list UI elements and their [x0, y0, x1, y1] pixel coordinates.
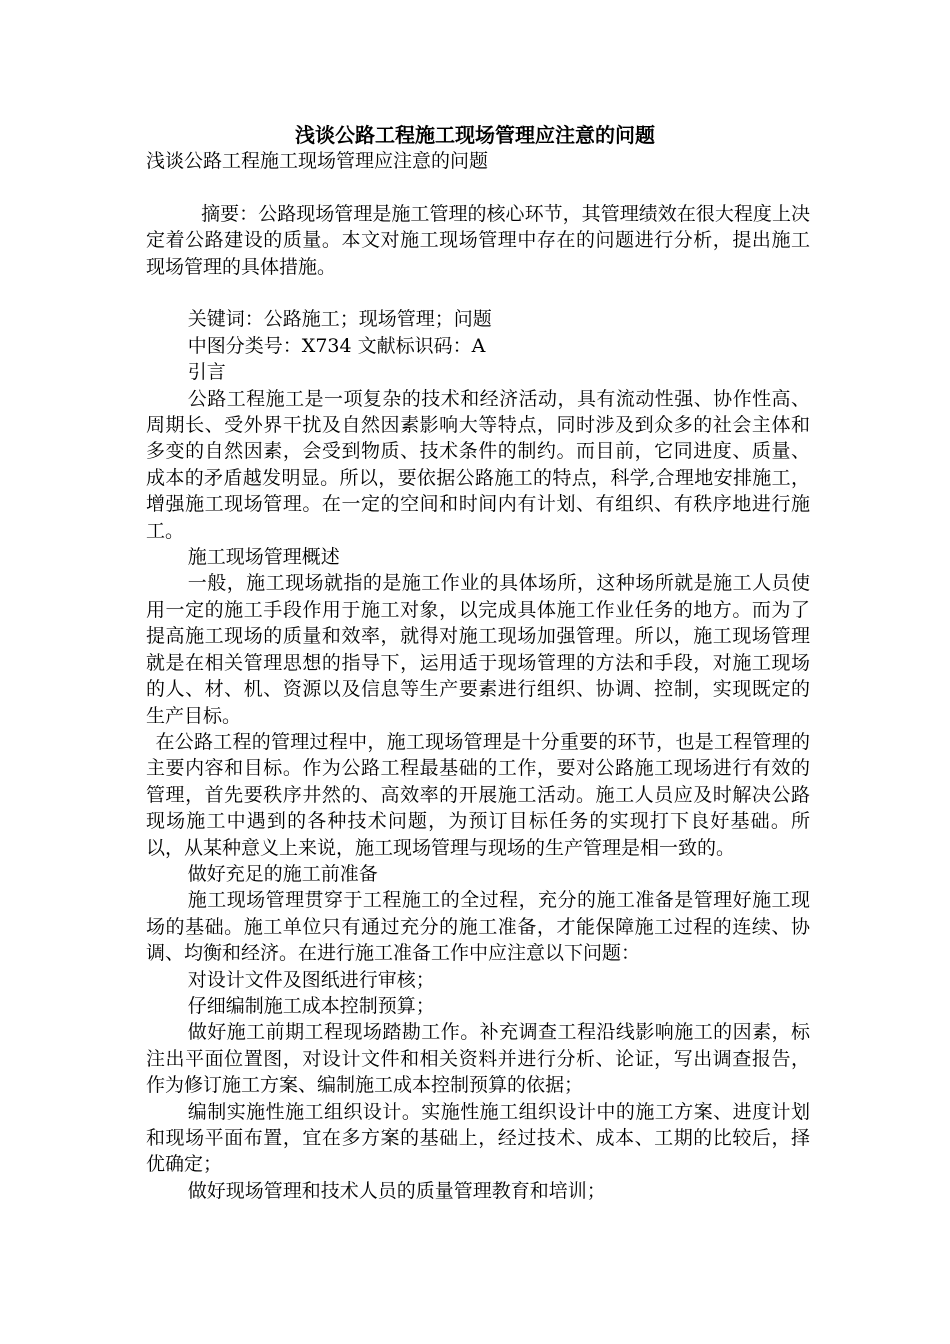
document-title: 浅谈公路工程施工现场管理应注意的问题: [295, 123, 655, 147]
classification-line: 中图分类号：X734 文献标识码：A: [187, 334, 486, 357]
list-item: 做好施工前期工程现场踏勘工作。补充调查工程沿线影响施工的因素，标注出平面位置图，对设计文件和相关资料并进行分析、论证，写出调查报告，作为修订施工方案、编制施工成本控制预算的依据；: [146, 1021, 810, 1097]
blank-line: [146, 280, 810, 306]
document-subtitle: 浅谈公路工程施工现场管理应注意的问题: [146, 150, 489, 172]
list-item: 对设计文件及图纸进行审核；: [187, 968, 435, 991]
overview-paragraph-2: 在公路工程的管理过程中，施工现场管理是十分重要的环节，也是工程管理的主要内容和目标。作为公路工程最基础的工作，要对公路施工现场进行有效的管理，首先要秩序井然的、高效率的开展施工活动。施工人员应及时解决公路现场施工中遇到的各种技术问题，为预订目标任务的实现打下良好基础。所以，从某种意义上来说，施工现场管理与现场的生产管理是相一致的。: [146, 730, 810, 859]
prep-heading: 做好充足的施工前准备: [187, 862, 378, 885]
keywords-line: 关键词：公路施工；现场管理；问题: [187, 308, 492, 331]
intro-paragraph: 公路工程施工是一项复杂的技术和经济活动，具有流动性强、协作性高、周期长、受外界干扰及自然因素影响大等特点，同时涉及到众多的社会主体和多变的自然因素，会受到物质、技术条件的制约。而目前，它同进度、质量、成本的矛盾越发明显。所以，要依据公路施工的特点，科学,合理地安排施工，增强施工现场管理。在一定的空间和时间内有计划、有组织、有秩序地进行施工。: [146, 387, 810, 542]
abstract-paragraph: 摘要：公路现场管理是施工管理的核心环节，其管理绩效在很大程度上决定着公路建设的质量。本文对施工现场管理中存在的问题进行分析，提出施工现场管理的具体措施。: [146, 202, 810, 278]
list-item: 仔细编制施工成本控制预算；: [187, 994, 435, 1017]
overview-paragraph: 一般，施工现场就指的是施工作业的具体场所，这种场所就是施工人员使用一定的施工手段作用于施工对象，以完成具体施工作业任务的地方。而为了提高施工现场的质量和效率，就得对施工现场加强管理。所以，施工现场管理就是在相关管理思想的指导下，运用适于现场管理的方法和手段，对施工现场的人、材、机、资源以及信息等生产要素进行组织、协调、控制，实现既定的生产目标。: [146, 572, 810, 727]
intro-heading: 引言: [187, 361, 226, 384]
document-body: [146, 148, 810, 1204]
list-item: 编制实施性施工组织设计。实施性施工组织设计中的施工方案、进度计划和现场平面布置，宜在多方案的基础上，经过技术、成本、工期的比较后，择优确定；: [146, 1100, 810, 1176]
list-item: 做好现场管理和技术人员的质量管理教育和培训；: [187, 1179, 606, 1202]
overview-heading: 施工现场管理概述: [187, 546, 340, 569]
prep-paragraph: 施工现场管理贯穿于工程施工的全过程，充分的施工准备是管理好施工现场的基础。施工单位只有通过充分的施工准备，才能保障施工过程的连续、协调、均衡和经济。在进行施工准备工作中应注意以下问题：: [146, 889, 810, 965]
blank-line: [146, 174, 810, 200]
